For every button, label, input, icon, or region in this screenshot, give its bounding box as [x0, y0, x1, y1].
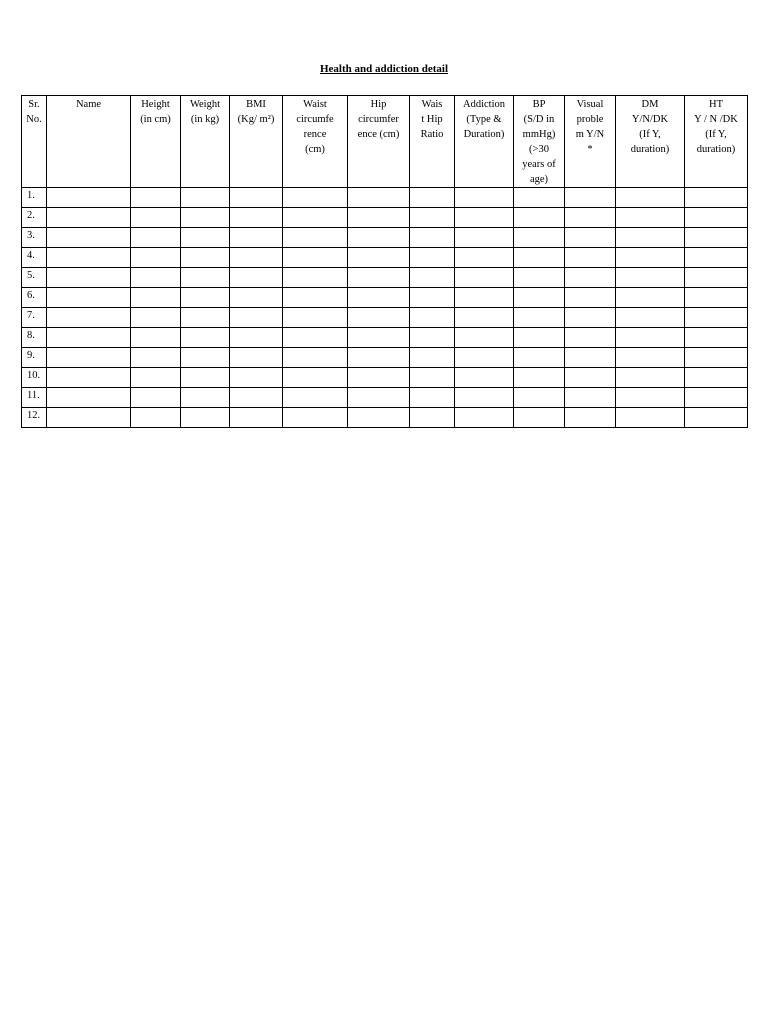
- table-row: [22, 268, 748, 288]
- row-sr-no: 1.: [22, 188, 47, 208]
- cell-hip-circumference: [348, 288, 410, 308]
- cell-bp: [514, 268, 565, 288]
- cell-hip-circumference: [348, 408, 410, 428]
- cell-weight: [181, 248, 230, 268]
- cell-bmi: [230, 288, 283, 308]
- cell-waist-hip-ratio: [410, 208, 455, 228]
- cell-addiction: [455, 188, 514, 208]
- cell-name: [47, 208, 131, 228]
- table-row: [22, 228, 748, 248]
- cell-height: [131, 368, 181, 388]
- cell-bmi: [230, 248, 283, 268]
- cell-bmi: [230, 228, 283, 248]
- table-row: [22, 388, 748, 408]
- cell-dm: [616, 248, 685, 268]
- cell-ht: [685, 308, 748, 328]
- cell-waist-circumference: [283, 328, 348, 348]
- cell-weight: [181, 208, 230, 228]
- cell-height: [131, 268, 181, 288]
- cell-waist-circumference: [283, 248, 348, 268]
- header-hip-circumference: Hip circumfer ence (cm): [348, 96, 410, 188]
- header-visual-problem: Visual proble m Y/N *: [565, 96, 616, 188]
- cell-bmi: [230, 348, 283, 368]
- table-row: [22, 288, 748, 308]
- cell-bp: [514, 348, 565, 368]
- cell-waist-hip-ratio: [410, 188, 455, 208]
- cell-ht: [685, 228, 748, 248]
- cell-ht: [685, 408, 748, 428]
- cell-waist-hip-ratio: [410, 368, 455, 388]
- cell-height: [131, 228, 181, 248]
- cell-waist-circumference: [283, 208, 348, 228]
- cell-ht: [685, 328, 748, 348]
- table-row: [22, 188, 748, 208]
- cell-name: [47, 288, 131, 308]
- cell-weight: [181, 328, 230, 348]
- cell-waist-hip-ratio: [410, 328, 455, 348]
- cell-bmi: [230, 368, 283, 388]
- cell-bp: [514, 408, 565, 428]
- cell-visual-problem: [565, 188, 616, 208]
- cell-weight: [181, 368, 230, 388]
- table-row: [22, 208, 748, 228]
- cell-name: [47, 368, 131, 388]
- cell-visual-problem: [565, 328, 616, 348]
- cell-bp: [514, 388, 565, 408]
- cell-name: [47, 248, 131, 268]
- cell-visual-problem: [565, 368, 616, 388]
- cell-name: [47, 348, 131, 368]
- cell-waist-hip-ratio: [410, 288, 455, 308]
- cell-hip-circumference: [348, 268, 410, 288]
- row-sr-no: 8.: [22, 328, 47, 348]
- header-weight: Weight (in kg): [181, 96, 230, 188]
- cell-dm: [616, 388, 685, 408]
- cell-dm: [616, 308, 685, 328]
- table-row: [22, 348, 748, 368]
- cell-addiction: [455, 288, 514, 308]
- cell-visual-problem: [565, 268, 616, 288]
- header-bmi: BMI (Kg/ m²): [230, 96, 283, 188]
- cell-bp: [514, 228, 565, 248]
- header-sr-no: Sr. No.: [22, 96, 47, 188]
- cell-addiction: [455, 308, 514, 328]
- cell-addiction: [455, 248, 514, 268]
- cell-ht: [685, 248, 748, 268]
- row-sr-no: 3.: [22, 228, 47, 248]
- cell-bp: [514, 208, 565, 228]
- cell-hip-circumference: [348, 328, 410, 348]
- table-row: [22, 248, 748, 268]
- cell-bmi: [230, 408, 283, 428]
- header-bp: BP (S/D in mmHg) (>30 years of age): [514, 96, 565, 188]
- cell-weight: [181, 308, 230, 328]
- cell-name: [47, 268, 131, 288]
- cell-ht: [685, 388, 748, 408]
- cell-waist-circumference: [283, 308, 348, 328]
- cell-ht: [685, 268, 748, 288]
- cell-dm: [616, 328, 685, 348]
- row-sr-no: 5.: [22, 268, 47, 288]
- cell-weight: [181, 228, 230, 248]
- cell-addiction: [455, 348, 514, 368]
- cell-name: [47, 408, 131, 428]
- row-sr-no: 11.: [22, 388, 47, 408]
- cell-addiction: [455, 388, 514, 408]
- cell-weight: [181, 408, 230, 428]
- cell-dm: [616, 188, 685, 208]
- cell-height: [131, 188, 181, 208]
- cell-hip-circumference: [348, 388, 410, 408]
- cell-bmi: [230, 328, 283, 348]
- cell-hip-circumference: [348, 208, 410, 228]
- cell-bmi: [230, 208, 283, 228]
- cell-weight: [181, 388, 230, 408]
- header-waist-circumference: Waist circumfe rence (cm): [283, 96, 348, 188]
- cell-height: [131, 208, 181, 228]
- document-title: Health and addiction detail: [319, 63, 449, 75]
- cell-waist-circumference: [283, 188, 348, 208]
- header-height: Height (in cm): [131, 96, 181, 188]
- cell-bp: [514, 308, 565, 328]
- row-sr-no: 7.: [22, 308, 47, 328]
- health-addiction-table: [21, 95, 748, 428]
- cell-dm: [616, 368, 685, 388]
- cell-visual-problem: [565, 308, 616, 328]
- cell-bmi: [230, 268, 283, 288]
- table-row: [22, 328, 748, 348]
- cell-weight: [181, 188, 230, 208]
- cell-ht: [685, 188, 748, 208]
- cell-dm: [616, 268, 685, 288]
- table-row: [22, 368, 748, 388]
- cell-hip-circumference: [348, 248, 410, 268]
- cell-visual-problem: [565, 288, 616, 308]
- cell-height: [131, 248, 181, 268]
- cell-waist-circumference: [283, 348, 348, 368]
- header-row: [22, 96, 748, 188]
- cell-name: [47, 188, 131, 208]
- header-ht: HT Y / N /DK (If Y, duration): [685, 96, 748, 188]
- cell-dm: [616, 288, 685, 308]
- cell-height: [131, 348, 181, 368]
- cell-ht: [685, 368, 748, 388]
- cell-waist-circumference: [283, 408, 348, 428]
- cell-height: [131, 328, 181, 348]
- cell-waist-hip-ratio: [410, 408, 455, 428]
- cell-name: [47, 308, 131, 328]
- cell-addiction: [455, 328, 514, 348]
- header-name: Name: [47, 96, 131, 188]
- row-sr-no: 6.: [22, 288, 47, 308]
- cell-height: [131, 408, 181, 428]
- table-row: [22, 308, 748, 328]
- cell-visual-problem: [565, 348, 616, 368]
- cell-waist-circumference: [283, 288, 348, 308]
- cell-bp: [514, 188, 565, 208]
- cell-bp: [514, 288, 565, 308]
- cell-bmi: [230, 188, 283, 208]
- cell-dm: [616, 408, 685, 428]
- cell-waist-hip-ratio: [410, 268, 455, 288]
- cell-bmi: [230, 308, 283, 328]
- cell-dm: [616, 348, 685, 368]
- cell-hip-circumference: [348, 188, 410, 208]
- cell-ht: [685, 288, 748, 308]
- cell-addiction: [455, 208, 514, 228]
- cell-weight: [181, 268, 230, 288]
- cell-waist-hip-ratio: [410, 228, 455, 248]
- cell-name: [47, 388, 131, 408]
- cell-addiction: [455, 228, 514, 248]
- cell-name: [47, 228, 131, 248]
- cell-visual-problem: [565, 408, 616, 428]
- row-sr-no: 9.: [22, 348, 47, 368]
- cell-dm: [616, 208, 685, 228]
- row-sr-no: 10.: [22, 368, 47, 388]
- cell-addiction: [455, 268, 514, 288]
- cell-bmi: [230, 388, 283, 408]
- cell-weight: [181, 348, 230, 368]
- cell-waist-hip-ratio: [410, 388, 455, 408]
- cell-height: [131, 288, 181, 308]
- cell-hip-circumference: [348, 308, 410, 328]
- cell-bp: [514, 248, 565, 268]
- header-addiction: Addiction (Type & Duration): [455, 96, 514, 188]
- cell-dm: [616, 228, 685, 248]
- cell-bp: [514, 368, 565, 388]
- cell-hip-circumference: [348, 348, 410, 368]
- cell-addiction: [455, 408, 514, 428]
- row-sr-no: 4.: [22, 248, 47, 268]
- row-sr-no: 2.: [22, 208, 47, 228]
- cell-bp: [514, 328, 565, 348]
- row-sr-no: 12.: [22, 408, 47, 428]
- cell-hip-circumference: [348, 228, 410, 248]
- cell-visual-problem: [565, 388, 616, 408]
- cell-waist-circumference: [283, 268, 348, 288]
- cell-weight: [181, 288, 230, 308]
- header-waist-hip-ratio: Wais t Hip Ratio: [410, 96, 455, 188]
- table-row: [22, 408, 748, 428]
- header-dm: DM Y/N/DK (If Y, duration): [616, 96, 685, 188]
- cell-visual-problem: [565, 208, 616, 228]
- cell-name: [47, 328, 131, 348]
- cell-waist-hip-ratio: [410, 308, 455, 328]
- cell-height: [131, 388, 181, 408]
- cell-height: [131, 308, 181, 328]
- cell-waist-circumference: [283, 388, 348, 408]
- cell-addiction: [455, 368, 514, 388]
- cell-hip-circumference: [348, 368, 410, 388]
- cell-waist-hip-ratio: [410, 248, 455, 268]
- cell-ht: [685, 208, 748, 228]
- cell-waist-circumference: [283, 228, 348, 248]
- cell-waist-hip-ratio: [410, 348, 455, 368]
- cell-visual-problem: [565, 248, 616, 268]
- cell-waist-circumference: [283, 368, 348, 388]
- cell-visual-problem: [565, 228, 616, 248]
- cell-ht: [685, 348, 748, 368]
